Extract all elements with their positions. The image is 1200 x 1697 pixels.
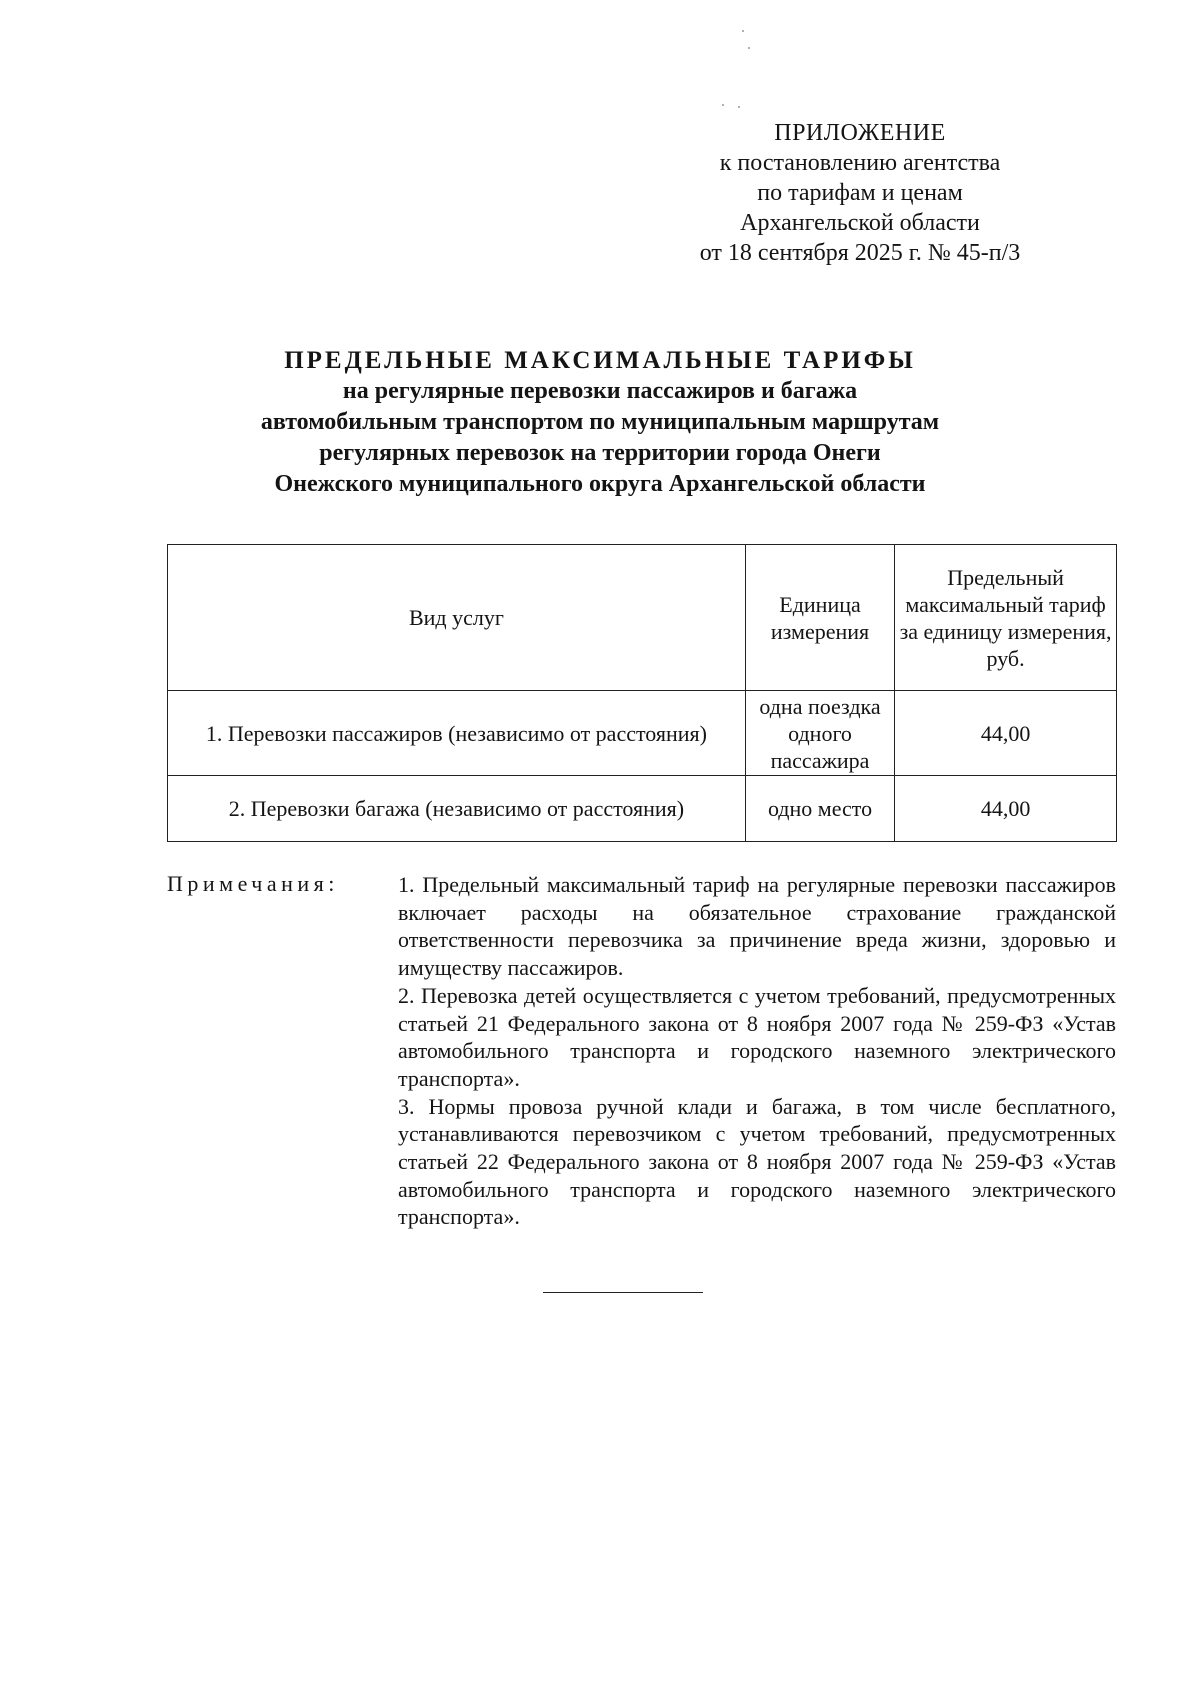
title-main: ПРЕДЕЛЬНЫЕ МАКСИМАЛЬНЫЕ ТАРИФЫ	[284, 347, 916, 374]
header-tariff: Предельный максимальный тариф за единицу измерения, руб.	[895, 545, 1117, 691]
notes-label: Примечания:	[167, 871, 339, 896]
tariff-table	[167, 544, 1117, 842]
table-row	[168, 776, 1117, 842]
note-item: 1. Предельный максимальный тариф на регулярные перевозки пассажиров включает расходы на обязательное страхование гражданской ответственности перевозчика за причинение вреда жизни, здоровью и имуществу пассажиров.	[398, 872, 1116, 981]
appendix-word: ПРИЛОЖЕНИЕ	[774, 120, 946, 146]
header-service: Вид услуг	[168, 545, 746, 691]
scan-speck	[748, 47, 750, 49]
scan-speck	[738, 106, 740, 108]
appendix-line: к постановлению агентства	[719, 150, 1001, 176]
end-separator	[543, 1292, 703, 1293]
title-line: регулярных перевозок на территории города Онеги	[319, 440, 881, 466]
appendix-line: Архангельской области	[740, 210, 980, 236]
cell-service: 2. Перевозки багажа (независимо от расстояния)	[168, 776, 746, 842]
appendix-header	[640, 118, 1080, 268]
scan-speck	[742, 30, 744, 32]
title-line: автомобильным транспортом по муниципальным маршрутам	[260, 409, 940, 435]
title-line: на регулярные перевозки пассажиров и багажа	[342, 378, 858, 404]
cell-tariff: 44,00	[895, 691, 1117, 776]
appendix-line: по тарифам и ценам	[757, 180, 963, 206]
document-title	[200, 345, 1000, 500]
notes-list	[398, 871, 1116, 1231]
table-row	[168, 691, 1117, 776]
header-unit: Единица измерения	[745, 545, 894, 691]
note-item: 3. Нормы провоза ручной клади и багажа, в том числе бесплатного, устанавливаются перевозчиком с учетом требований, предусмотренных статьей 22 Федерального закона от 8 ноября 2007 года № 259-ФЗ «Устав автомобильного транспорта и городского наземного электрического транспорта».	[398, 1093, 1116, 1230]
table-header-row	[168, 545, 1117, 691]
cell-unit: одно место	[745, 776, 894, 842]
cell-tariff: 44,00	[895, 776, 1117, 842]
note-item: 2. Перевозка детей осуществляется с учетом требований, предусмотренных статьей 21 Федерального закона от 8 ноября 2007 года № 259-ФЗ «Устав автомобильного транспорта и городского наземного электрического транспорта».	[398, 982, 1116, 1091]
cell-service: 1. Перевозки пассажиров (независимо от расстояния)	[168, 691, 746, 776]
cell-unit: одна поездка одного пассажира	[745, 691, 894, 776]
appendix-date-line: от 18 сентября 2025 г. № 45-п/3	[699, 240, 1021, 266]
title-line: Онежского муниципального округа Архангельской области	[274, 471, 926, 497]
scan-speck	[722, 104, 724, 106]
